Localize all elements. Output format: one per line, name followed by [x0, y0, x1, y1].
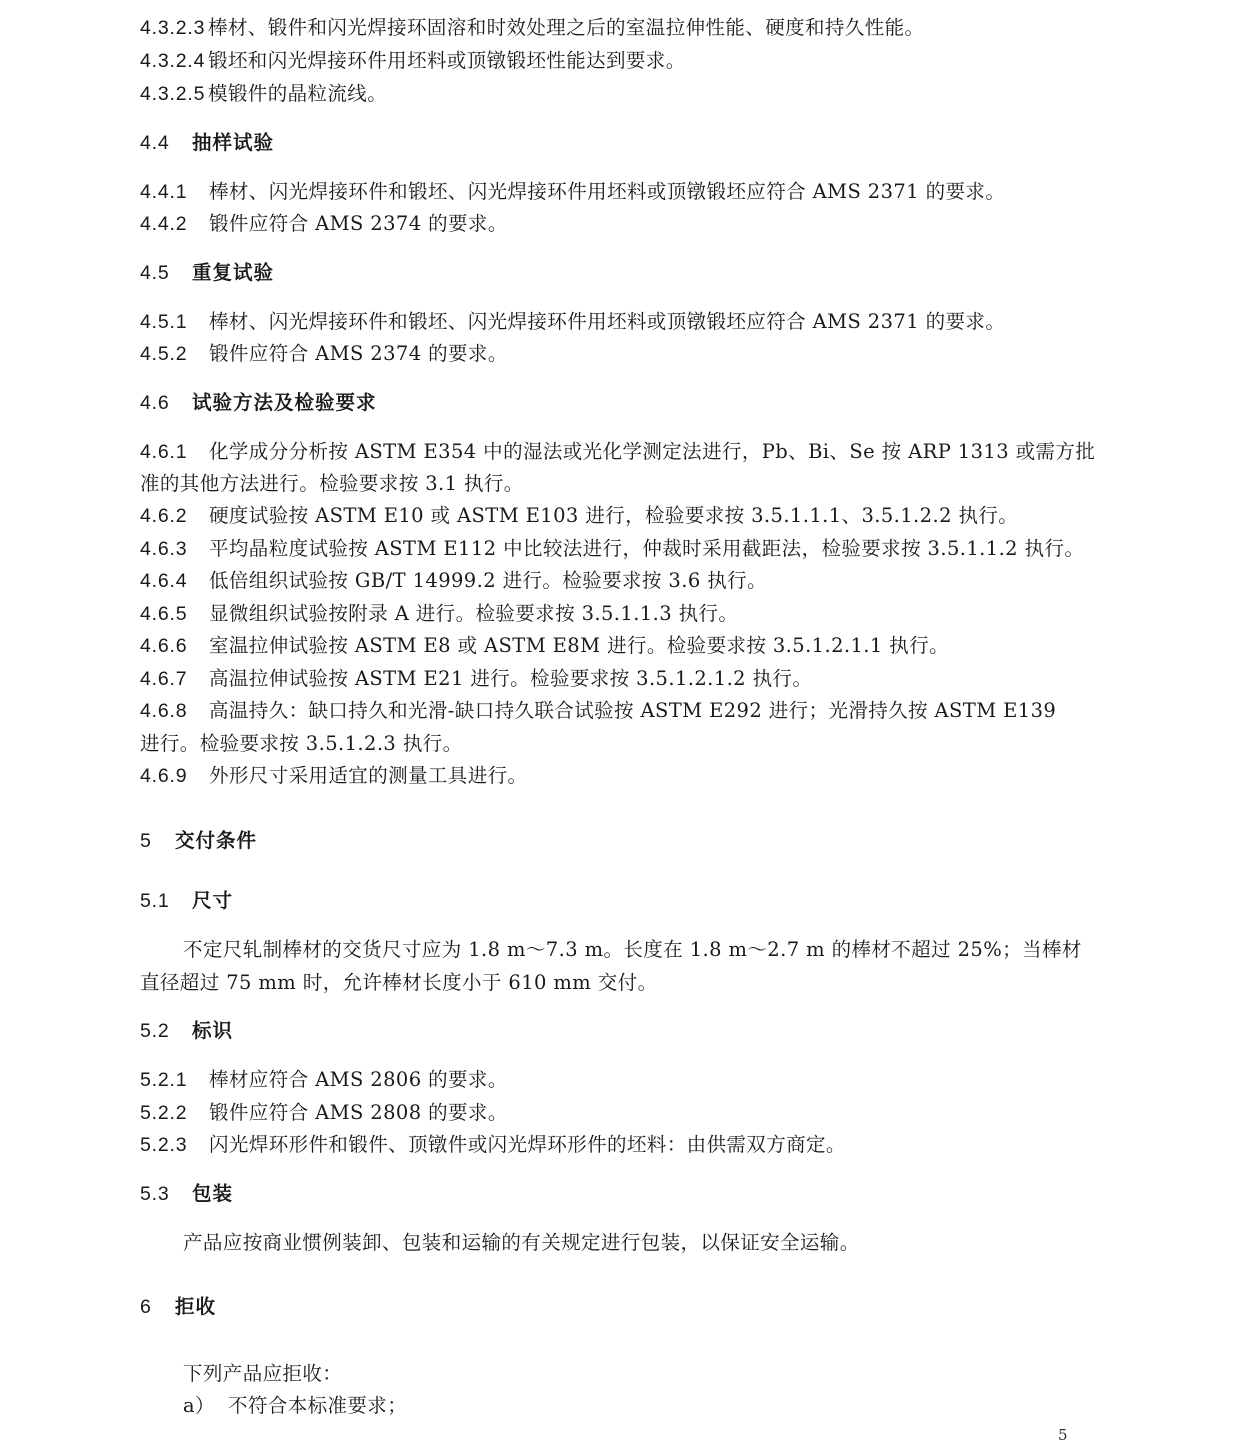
clause-number: 4.6.2 [140, 505, 188, 527]
paragraph-text: 不定尺轧制棒材的交货尺寸应为 1.8 m～7.3 m。长度在 1.8 m～2.7 m 的棒材不超过 25%；当棒材 [183, 938, 1082, 961]
clause-text: 棒材、闪光焊接环件和锻坯、闪光焊接环件用坯料或顶镦锻坯应符合 AMS 2371 的要求。 [209, 310, 1006, 333]
clause-text: 化学成分分析按 ASTM E354 中的湿法或光化学测定法进行，Pb、Bi、Se 按 ARP 1313 或需方批 [209, 440, 1096, 463]
clause-4-5-2 [140, 337, 1100, 370]
section-heading-5-1 [140, 884, 1100, 917]
section-title: 包装 [192, 1182, 234, 1205]
clause-text: 显微组织试验按附录 A 进行。检验要求按 3.5.1.1.3 执行。 [209, 602, 739, 625]
clause-text: 闪光焊环形件和锻件、顶镦件或闪光焊环形件的坯料：由供需双方商定。 [209, 1133, 846, 1156]
clause-text: 棒材应符合 AMS 2806 的要求。 [209, 1068, 508, 1091]
clause-number: 4.6.8 [140, 700, 188, 722]
clause-number: 4.6.9 [140, 765, 188, 787]
clause-number: 4.6.3 [140, 538, 188, 560]
clause-number: 4.6.7 [140, 668, 188, 690]
clause-text: 棒材、锻件和闪光焊接环固溶和时效处理之后的室温拉伸性能、硬度和持久性能。 [208, 16, 925, 39]
clause-number: 4.4.1 [140, 181, 188, 203]
clause-4-3-2-5 [140, 77, 1100, 110]
clause-text: 高温持久：缺口持久和光滑-缺口持久联合试验按 ASTM E292 进行；光滑持久按 ASTM E139 [209, 699, 1057, 722]
clause-number: 4.6.5 [140, 603, 188, 625]
page-number: 5 [1058, 1426, 1068, 1444]
chapter-title: 交付条件 [175, 829, 258, 852]
clause-4-6-1 [140, 435, 1100, 468]
clause-4-6-6 [140, 629, 1100, 662]
clause-text: 锻坯和闪光焊接环件用坯料或顶镦锻坯性能达到要求。 [208, 49, 686, 72]
paragraph-5-3 [183, 1226, 1100, 1259]
section-number: 4.5 [140, 262, 170, 284]
clause-text: 外形尺寸采用适宜的测量工具进行。 [209, 764, 528, 787]
clause-number: 5.2.2 [140, 1102, 188, 1124]
clause-number: 4.6.1 [140, 441, 188, 463]
clause-4-4-1 [140, 175, 1100, 208]
paragraph-5-1-continuation [140, 966, 1100, 999]
chapter-number: 5 [140, 830, 152, 852]
section-title: 标识 [192, 1019, 234, 1042]
section-number: 4.6 [140, 392, 170, 414]
clause-5-2-3 [140, 1128, 1100, 1161]
clause-number: 4.3.2.4 [140, 50, 206, 72]
clause-text: 室温拉伸试验按 ASTM E8 或 ASTM E8M 进行。检验要求按 3.5.1.2.1.1 执行。 [209, 634, 949, 657]
section-heading-4-5 [140, 256, 1100, 289]
paragraph-text: 直径超过 75 mm 时，允许棒材长度小于 610 mm 交付。 [140, 971, 658, 994]
clause-text: 锻件应符合 AMS 2374 的要求。 [209, 212, 508, 235]
clause-number: 4.3.2.3 [140, 17, 206, 39]
clause-text: 进行。检验要求按 3.5.1.2.3 执行。 [140, 732, 463, 755]
paragraph-text: 下列产品应拒收： [183, 1362, 343, 1385]
section-heading-5-3 [140, 1177, 1100, 1210]
section-title: 抽样试验 [192, 131, 275, 154]
clause-text: 准的其他方法进行。检验要求按 3.1 执行。 [140, 472, 524, 495]
clause-text: 硬度试验按 ASTM E10 或 ASTM E103 进行，检验要求按 3.5.1.1.1、3.5.1.2.2 执行。 [209, 504, 1019, 527]
section-title: 尺寸 [192, 889, 234, 912]
clause-number: 5.2.3 [140, 1134, 188, 1156]
clause-text: 低倍组织试验按 GB/T 14999.2 进行。检验要求按 3.6 执行。 [209, 569, 767, 592]
list-item-text: 不符合本标准要求； [228, 1394, 408, 1417]
clause-text: 模锻件的晶粒流线。 [208, 82, 388, 105]
clause-text: 高温拉伸试验按 ASTM E21 进行。检验要求按 3.5.1.2.1.2 执行。 [209, 667, 813, 690]
clause-text: 平均晶粒度试验按 ASTM E112 中比较法进行，仲裁时采用截距法，检验要求按 3.5.1.1.2 执行。 [209, 537, 1085, 560]
clause-4-6-8 [140, 694, 1100, 727]
clause-5-2-2 [140, 1096, 1100, 1129]
section-heading-4-6 [140, 386, 1100, 419]
clause-text: 锻件应符合 AMS 2374 的要求。 [209, 342, 508, 365]
clause-4-6-1-continuation [140, 467, 1100, 500]
clause-4-5-1 [140, 305, 1100, 338]
list-item-a [183, 1389, 1100, 1422]
clause-4-6-7 [140, 662, 1100, 695]
clause-4-6-4 [140, 564, 1100, 597]
clause-number: 4.4.2 [140, 213, 188, 235]
clause-4-6-9 [140, 759, 1100, 792]
section-number: 5.1 [140, 890, 170, 912]
section-heading-5-2 [140, 1014, 1100, 1047]
clause-4-6-8-continuation [140, 727, 1100, 760]
clause-text: 锻件应符合 AMS 2808 的要求。 [209, 1101, 508, 1124]
clause-4-6-3 [140, 532, 1100, 565]
chapter-title: 拒收 [175, 1295, 217, 1318]
chapter-heading-6 [140, 1290, 1100, 1323]
clause-text: 棒材、闪光焊接环件和锻坯、闪光焊接环件用坯料或顶镦锻坯应符合 AMS 2371 的要求。 [209, 180, 1006, 203]
clause-4-3-2-3 [140, 11, 1100, 44]
paragraph-5-1 [183, 933, 1100, 966]
clause-4-4-2 [140, 207, 1100, 240]
clause-number: 4.6.4 [140, 570, 188, 592]
section-number: 4.4 [140, 132, 170, 154]
section-number: 5.2 [140, 1020, 170, 1042]
section-number: 5.3 [140, 1183, 170, 1205]
section-title: 重复试验 [192, 261, 275, 284]
clause-number: 4.6.6 [140, 635, 188, 657]
clause-number: 4.5.2 [140, 343, 188, 365]
clause-number: 4.5.1 [140, 311, 188, 333]
clause-4-6-2 [140, 499, 1100, 532]
clause-4-6-5 [140, 597, 1100, 630]
paragraph-6 [183, 1357, 1100, 1390]
paragraph-text: 产品应按商业惯例装卸、包装和运输的有关规定进行包装，以保证安全运输。 [183, 1231, 860, 1254]
chapter-number: 6 [140, 1296, 152, 1318]
clause-5-2-1 [140, 1063, 1100, 1096]
clause-4-3-2-4 [140, 44, 1100, 77]
section-title: 试验方法及检验要求 [192, 391, 377, 414]
clause-number: 5.2.1 [140, 1069, 188, 1091]
chapter-heading-5 [140, 824, 1100, 857]
clause-number: 4.3.2.5 [140, 83, 206, 105]
section-heading-4-4 [140, 126, 1100, 159]
list-marker: a） [183, 1394, 215, 1417]
